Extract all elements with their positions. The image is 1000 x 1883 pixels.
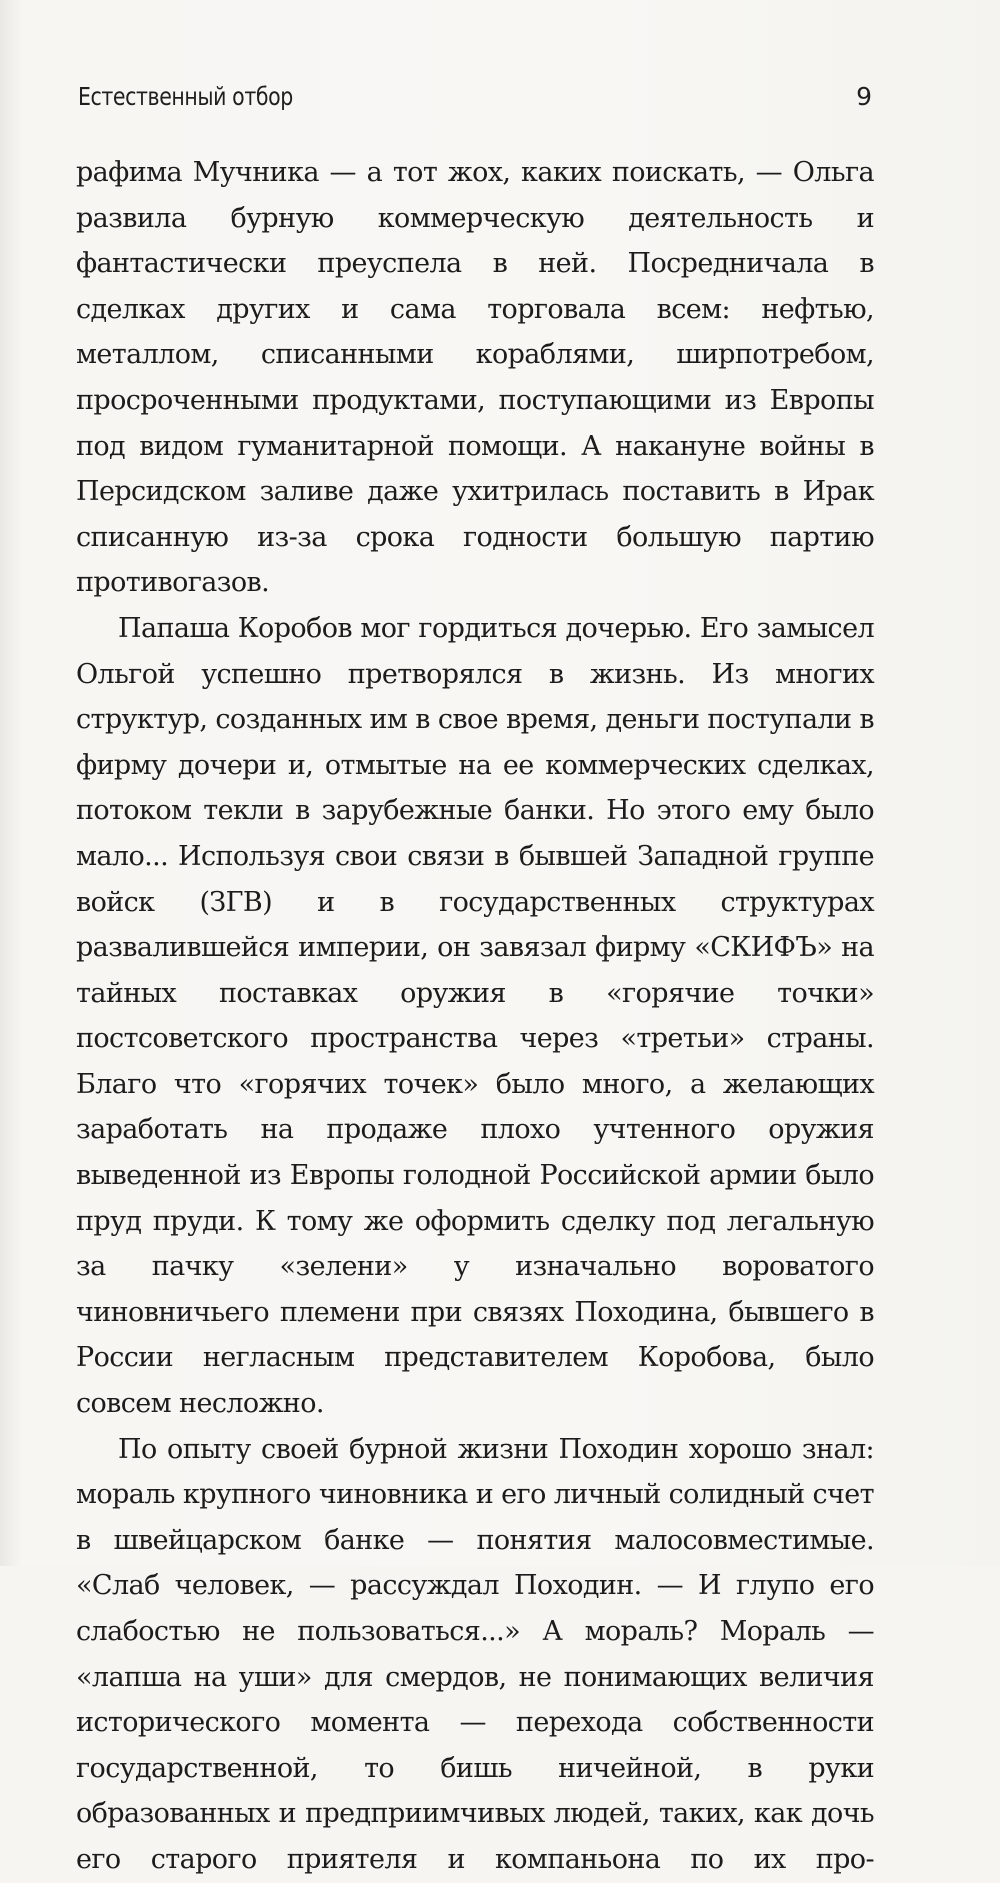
paragraph: Папаша Коробов мог гордиться дочерью. Его замысел Ольгой успешно претворялся в жизнь. Из многих структур, созданных им в свое время, деньги поступали в фирму дочери и, отмытые на ее коммерческих сделках, потоком текли в зарубежные банки. Но этого ему было мало... Используя свои связи в бывшей Западной группе войск (ЗГВ) и в государственных структурах развалившейся империи, он завязал фирму «СКИФЪ» на тайных поставках оружия в «горячие точки» постсоветского пространства через «третьи» страны. Благо что «горячих точек» было много, а желающих заработать на продаже плохо учтенного оружия выведенной из Европы голодной Российской армии было пруд пруди. К тому же оформить сделку под легальную за пачку «зелени» у изначально вороватого чиновничьего племени при связях Походина, бывшего в России негласным представителем Коробова, было совсем несложно. bbox=[76, 612, 874, 1420]
paragraph: рафима Мучника — а тот жох, каких поискать, — Ольга развила бурную коммерческую деятельность и фантастически преуспела в ней. Посредничала в сделках других и сама торговала всем: нефтью, металлом, списанными кораблями, ширпотребом, просроченными продуктами, поступающими из Европы под видом гуманитарной помощи. А накануне войны в Персидском заливе даже ухитрилась поставить в Ирак списанную из-за срока годности большую партию противогазов. bbox=[76, 157, 874, 599]
paragraph: По опыту своей бурной жизни Походин хорошо знал: мораль крупного чиновника и его личный солидный счет в швейцарском банке — понятия малосовместимые. «Слаб человек, — рассуждал Походин. — И глупо его слабостью не пользоваться...» А мораль? Мораль — «лапша на уши» для смердов, не понимающих величия исторического момента — перехода собственности государственной, то бишь ничейной, в руки образованных и предприимчивых людей, таких, как дочь его старого приятеля и компаньона по их про- bbox=[76, 1433, 874, 1875]
body-text bbox=[76, 150, 874, 1883]
running-title: Естественный отбор bbox=[78, 82, 293, 111]
page-number: 9 bbox=[856, 82, 872, 111]
